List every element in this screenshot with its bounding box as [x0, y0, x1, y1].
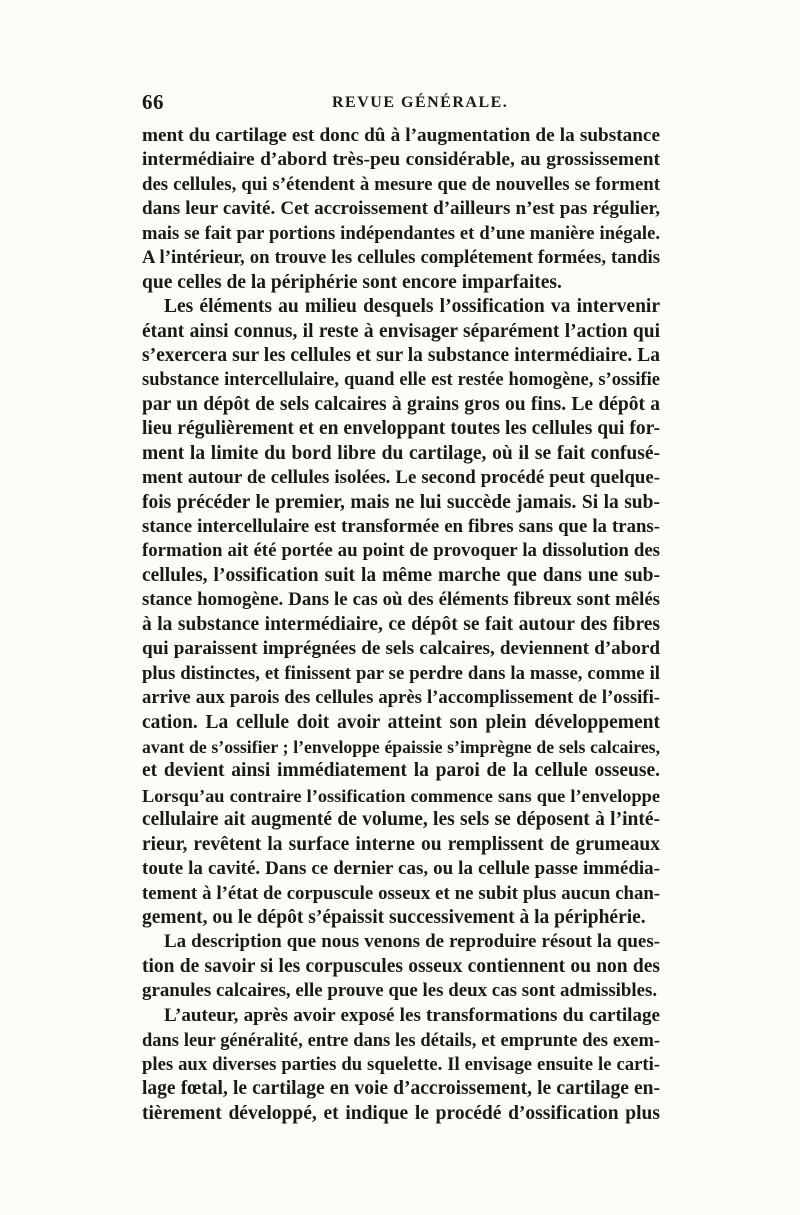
- text-line: cation. La cellule doit avoir atteint son plein développement: [142, 711, 660, 733]
- text-line: tion de savoir si les corpuscules osseux contiennent ou non des: [142, 955, 660, 977]
- text-line: ment du cartilage est donc dû à l’augmentation de la substance: [142, 125, 660, 146]
- text-line: L’auteur, après avoir exposé les transformations du cartilage: [164, 1004, 660, 1026]
- text-line: plus distinctes, et finissent par se perdre dans la masse, comme il: [142, 662, 660, 684]
- text-line: lage fœtal, le cartilage en voie d’accroissement, le cartilage en-: [142, 1078, 660, 1100]
- text-line: formation ait été portée au point de provoquer la dissolution des: [142, 540, 660, 562]
- text-line: que celles de la périphérie sont encore imparfaites.: [142, 271, 562, 293]
- journal-title: REVUE GÉNÉRALE.: [332, 94, 509, 111]
- text-line: par un dépôt de sels calcaires à grains gros ou fins. Le dépôt a: [142, 393, 660, 415]
- text-line: lieu régulièrement et en enveloppant toutes les cellules qui for-: [142, 418, 660, 440]
- page-number: 66: [142, 90, 164, 114]
- text-line: ment autour de cellules isolées. Le second procédé peut quelque-: [142, 467, 660, 489]
- text-line: intermédiaire d’abord très-peu considérable, au grossissement: [142, 149, 660, 171]
- text-line: s’exercera sur les cellules et sur la substance intermédiaire. La: [142, 344, 660, 366]
- text-line: tement à l’état de corpuscule osseux et ne subit plus aucun chan-: [142, 882, 660, 904]
- text-line: arrive aux parois des cellules après l’accomplissement de l’ossifi-: [142, 687, 660, 709]
- text-line: rieur, revêtent la surface interne ou remplissent de grumeaux: [142, 833, 660, 855]
- text-line: avant de s’ossifier ; l’enveloppe épaissie s’imprègne de sels calcaires,: [142, 736, 660, 757]
- text-line: mais se fait par portions indépendantes et d’une manière inégale.: [142, 222, 660, 244]
- text-line: stance intercellulaire est transformée en fibres sans que la trans-: [142, 516, 660, 537]
- text-line: ples aux diverses parties du squelette. Il envisage ensuite le carti-: [142, 1053, 660, 1075]
- text-line: étant ainsi connus, il reste à envisager séparément l’action qui: [142, 320, 660, 342]
- text-line: Lorsqu’au contraire l’ossification commence sans que l’enveloppe: [142, 785, 660, 806]
- text-line: des cellules, qui s’étendent à mesure que de nouvelles se forment: [142, 173, 660, 195]
- text-line: et devient ainsi immédiatement la paroi de la cellule osseuse.: [142, 760, 660, 782]
- text-line: à la substance intermédiaire, ce dépôt se fait autour des fibres: [142, 613, 660, 635]
- text-line: granules calcaires, elle prouve que les deux cas sont admissibles.: [142, 980, 658, 1002]
- text-line: A l’intérieur, on trouve les cellules complétement formées, tandis: [142, 247, 660, 269]
- text-line: tièrement développé, et indique le procédé d’ossification plus: [142, 1102, 660, 1124]
- text-line: substance intercellulaire, quand elle est restée homogène, s’ossifie: [142, 370, 660, 391]
- text-line: La description que nous venons de reproduire résout la ques-: [164, 931, 660, 953]
- text-line: dans leur généralité, entre dans les détails, et emprunte des exem-: [142, 1030, 660, 1051]
- text-line: Les éléments au milieu desquels l’ossification va intervenir: [164, 296, 660, 318]
- text-line: qui paraissent imprégnées de sels calcaires, deviennent d’abord: [142, 638, 660, 660]
- text-line: dans leur cavité. Cet accroissement d’ailleurs n’est pas régulier,: [142, 198, 660, 220]
- text-line: ment la limite du bord libre du cartilage, où il se fait confusé-: [142, 442, 660, 464]
- body-text: [142, 124, 660, 1126]
- text-line: stance homogène. Dans le cas où des éléments fibreux sont mêlés: [142, 589, 660, 611]
- text-line: fois précéder le premier, mais ne lui succède jamais. Si la sub-: [142, 491, 660, 513]
- text-line: cellulaire ait augmenté de volume, les sels se déposent à l’inté-: [142, 809, 660, 831]
- text-line: cellules, l’ossification suit la même marche que dans une sub-: [142, 564, 660, 586]
- text-line: gement, ou le dépôt s’épaissit successivement à la périphérie.: [142, 907, 646, 928]
- running-head: [142, 84, 660, 120]
- text-line: toute la cavité. Dans ce dernier cas, ou la cellule passe immédia-: [142, 858, 660, 880]
